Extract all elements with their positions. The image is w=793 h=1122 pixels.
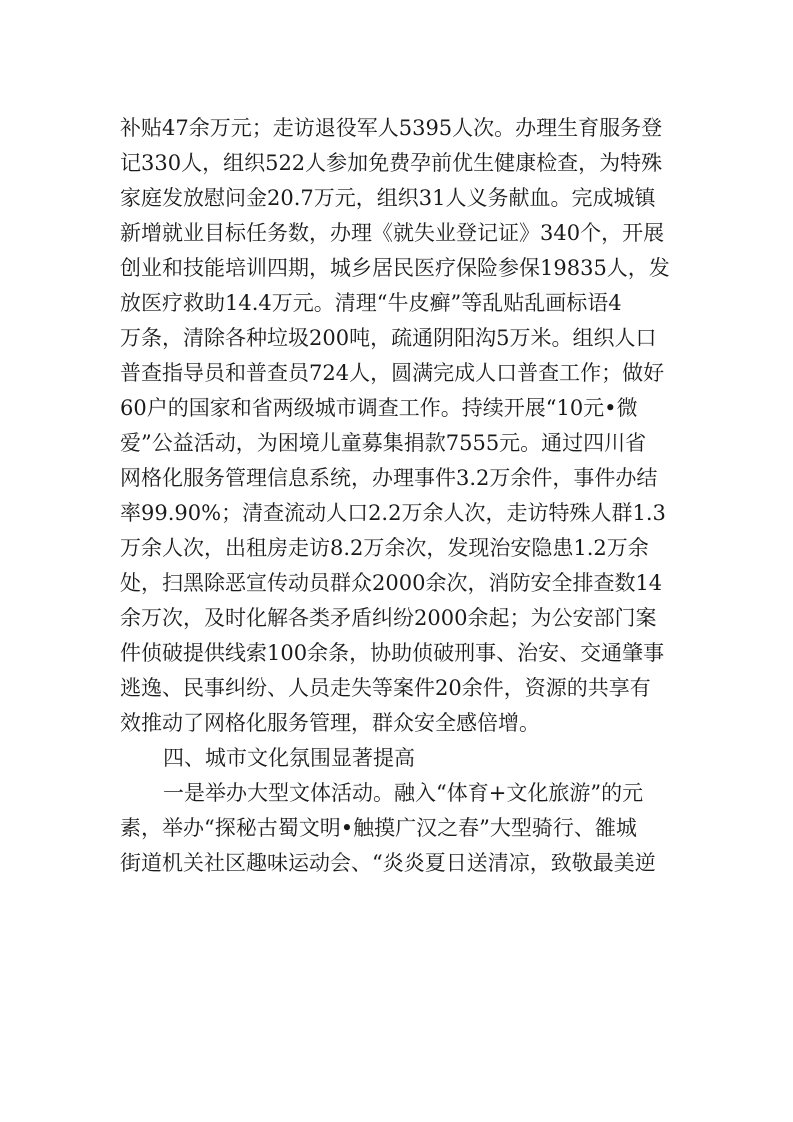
text-line-content: 逃逸、民事纠纷、人员走失等案件20余件，资源的共享有: [120, 676, 651, 700]
text-line: [0, 528, 793, 568]
text-line: [0, 388, 793, 428]
text-line-content: 率99.90%；清查流动人口2.2万余人次，走访特殊人群1.3: [120, 501, 666, 525]
text-line: [0, 423, 793, 463]
text-line-content: 万条，清除各种垃圾200吨，疏通阴阳沟5万米。组织人口: [120, 326, 657, 350]
section-heading: [0, 738, 793, 778]
text-line: [0, 353, 793, 393]
text-line: [0, 178, 793, 218]
text-line-content: 60户的国家和省两级城市调查工作。持续开展“10元•微: [120, 396, 638, 420]
text-line: [0, 703, 793, 743]
text-line: [0, 283, 793, 323]
text-line: [0, 808, 793, 848]
text-line-content: 一是举办大型文体活动。融入“体育+文化旅游”的元: [163, 781, 644, 805]
text-line-content: 家庭发放慰问金20.7万元，组织31人义务献血。完成城镇: [120, 186, 656, 210]
text-line-content: 新增就业目标任务数，办理《就失业登记证》340个，开展: [120, 221, 665, 245]
text-line-content: 余万次，及时化解各类矛盾纠纷2000余起；为公安部门案: [120, 606, 657, 630]
text-line-content: 件侦破提供线索100余条，协助侦破刑事、治安、交通肇事: [120, 641, 665, 665]
text-line: [0, 493, 793, 533]
text-line: [0, 563, 793, 603]
text-line-content: 效推动了网格化服务管理，群众安全感倍增。: [120, 711, 540, 735]
text-line: [0, 108, 793, 148]
text-line: [0, 213, 793, 253]
text-line-content: 处，扫黑除恶宣传动员群众2000余次，消防安全排查数14: [120, 571, 663, 595]
text-line-content: 普查指导员和普查员724人，圆满完成人口普查工作；做好: [120, 361, 665, 385]
text-line-content: 放医疗救助14.4万元。清理“牛皮癣”等乱贴乱画标语4: [120, 291, 622, 315]
text-line-content: 街道机关社区趣味运动会、“炎炎夏日送清凉，致敬最美逆: [120, 851, 656, 875]
text-line: [0, 143, 793, 183]
text-line-content: 创业和技能培训四期，城乡居民医疗保险参保19835人，发: [120, 256, 670, 280]
text-line: [0, 843, 793, 883]
text-line-content: 补贴47余万元；走访退役军人5395人次。办理生育服务登: [120, 116, 663, 140]
text-line: [0, 248, 793, 288]
text-line-content: 爱”公益活动，为困境儿童募集捐款7555元。通过四川省: [120, 431, 647, 455]
text-line: [0, 773, 793, 813]
text-line-content: 记330人，组织522人参加免费孕前优生健康检查，为特殊: [120, 151, 663, 175]
text-line: [0, 668, 793, 708]
text-line: [0, 318, 793, 358]
text-line: [0, 458, 793, 498]
section-heading-text: 四、城市文化氛围显著提高: [163, 746, 415, 770]
text-line-content: 网格化服务管理信息系统，办理事件3.2万余件，事件办结: [120, 466, 658, 490]
text-line-content: 素，举办“探秘古蜀文明•触摸广汉之春”大型骑行、雒城: [120, 816, 637, 840]
text-line: [0, 633, 793, 673]
text-line-content: 万余人次，出租房走访8.2万余次，发现治安隐患1.2万余: [120, 536, 649, 560]
text-line: [0, 598, 793, 638]
